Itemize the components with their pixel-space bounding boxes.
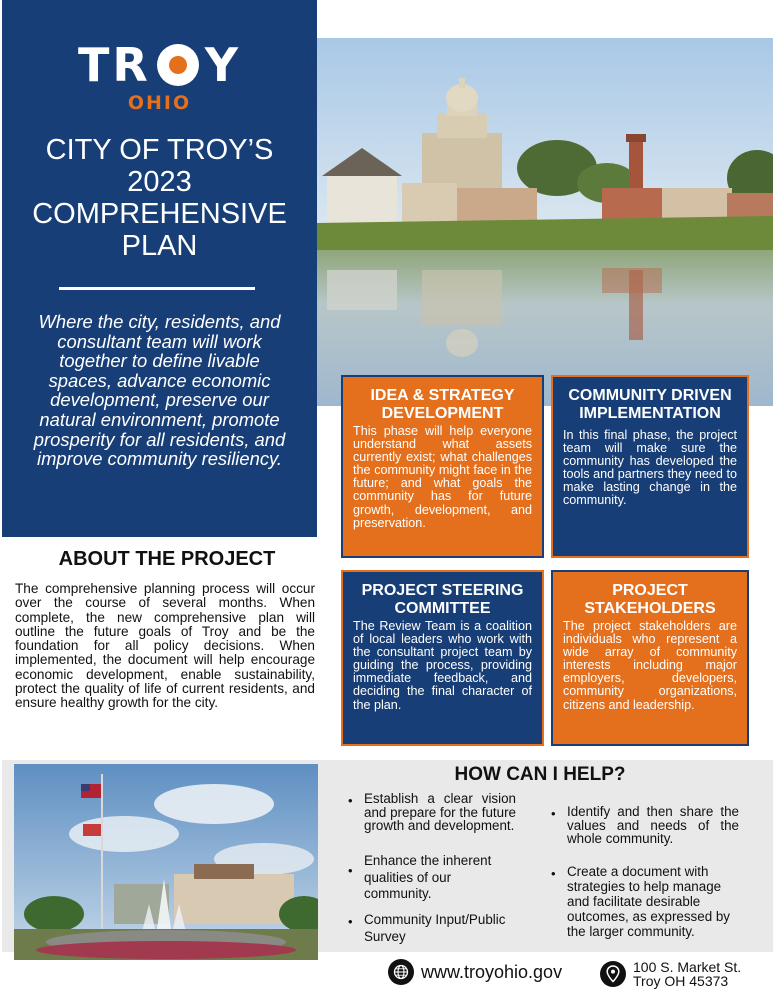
box-title: COMMUNITY DRIVEN IMPLEMENTATION <box>568 387 732 422</box>
title-line: CITY OF TROY’S <box>45 134 274 166</box>
box-title: IDEA & STRATEGY DEVELOPMENT <box>370 387 515 422</box>
box-body: This phase will help everyone understand what assets currently exist; what challenges the community might face in the future; and what goals the community has for future growth, development, and preservation. <box>353 424 532 530</box>
idea-strategy-box <box>341 375 544 558</box>
tagline: Where the city, residents, and consultant team will work together to define livable spaces, advance economic development, preserve our natural environment, promote prosperity for all residents, and improve community resiliency. <box>33 311 286 470</box>
help-item-text: Identify and then share the values and needs of the whole community. <box>567 804 739 847</box>
bullet-icon: • <box>348 914 353 929</box>
page-title <box>12 134 307 262</box>
city-river-photo <box>317 38 773 406</box>
steering-committee-box <box>341 570 544 746</box>
title-line: COMPREHENSIVE <box>32 198 287 230</box>
logo-o-icon <box>157 44 199 86</box>
help-item <box>551 804 739 847</box>
header-panel <box>2 0 317 537</box>
logo-word-right: Y <box>204 38 242 92</box>
footer-website[interactable] <box>388 959 562 985</box>
website-link[interactable]: www.troyohio.gov <box>421 961 563 982</box>
help-item-text: Community Input/Public Survey <box>364 912 506 944</box>
box-title: PROJECT STEERING COMMITTEE <box>361 582 524 617</box>
help-item <box>348 853 514 903</box>
title-line: 2023 <box>127 166 192 198</box>
help-item-text: Create a document with strategies to help manage and facilitate desirable outcomes, as expressed by the larger community. <box>567 864 731 939</box>
footer-address <box>600 960 741 988</box>
logo-subtitle: OHIO <box>127 92 192 114</box>
address-text <box>633 960 741 988</box>
title-line: PLAN <box>121 230 198 262</box>
fountain-illustration <box>14 764 318 960</box>
help-item-text: Enhance the inherent qualities of our community. <box>364 853 492 901</box>
help-item <box>551 864 742 939</box>
box-body: The Review Team is a coalition of local leaders who work with the consultant project team by guiding the process, providing immediate feedback, and deciding the final character of the plan. <box>353 619 532 712</box>
box-title: PROJECT STAKEHOLDERS <box>584 582 716 617</box>
help-item <box>348 791 516 834</box>
stakeholders-box <box>551 570 749 746</box>
bullet-icon: • <box>551 866 556 881</box>
fountain-square-photo <box>14 764 318 960</box>
about-heading: ABOUT THE PROJECT <box>58 548 276 570</box>
community-implementation-box <box>551 375 749 558</box>
bullet-icon: • <box>348 793 353 808</box>
address-line: 100 S. Market St. <box>633 959 742 975</box>
title-divider <box>59 287 255 290</box>
city-river-illustration <box>317 38 773 406</box>
location-pin-icon <box>600 961 626 987</box>
globe-icon <box>388 959 414 985</box>
box-body: In this final phase, the project team will make sure the community has developed the tools and partners they need to make lasting change in the community. <box>563 428 737 508</box>
help-item <box>348 911 514 945</box>
troy-ohio-logo <box>2 40 317 114</box>
bullet-icon: • <box>348 863 353 878</box>
address-line: Troy OH 45373 <box>633 973 729 989</box>
box-body: The project stakeholders are individuals who represent a wide array of community interests including major employers, developers, community organizations, citizens and leadership. <box>563 619 737 712</box>
bullet-icon: • <box>551 806 556 821</box>
help-item-text: Establish a clear vision and prepare for the future growth and development. <box>364 791 516 834</box>
about-text: The comprehensive planning process will occur over the course of several months. When complete, the new comprehensive plan will outline the future goals of Troy and be the foundation for all policy decisions. When implemented, the document will help encourage economic development, enable sustainability, protect the quality of life of current residents, and ensure healthy growth for the city. <box>15 581 315 711</box>
help-heading: HOW CAN I HELP? <box>454 764 626 785</box>
logo-word-left: TR <box>77 38 151 92</box>
logo-wordmark <box>2 40 317 90</box>
